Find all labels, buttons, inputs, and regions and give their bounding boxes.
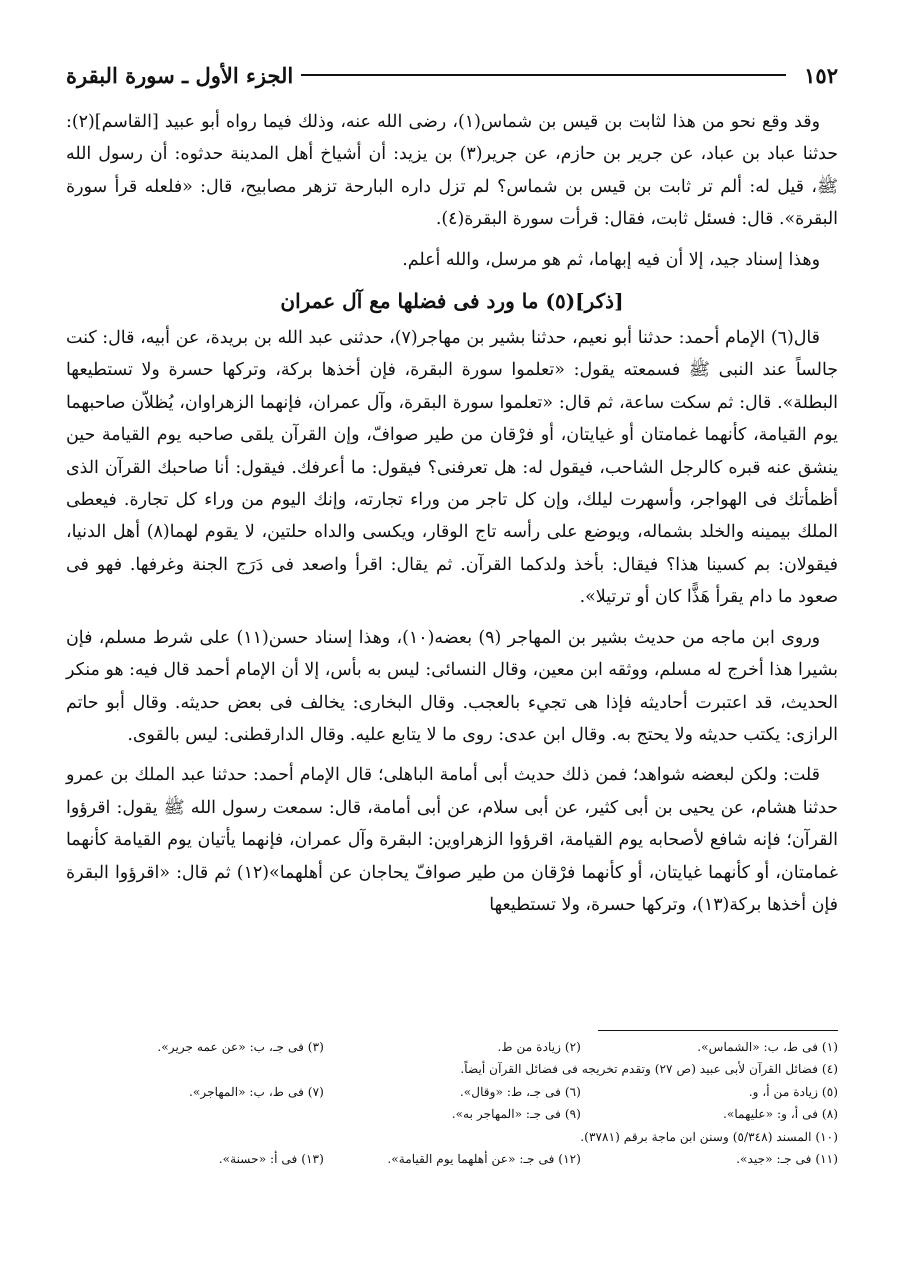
footnote-row [66, 1081, 838, 1103]
running-title: الجزء الأول ـ سورة البقرة [66, 62, 294, 88]
section-heading: [ذكر](٥) ما ورد فى فضلها مع آل عمران [280, 289, 624, 314]
main-text [66, 106, 838, 921]
footnote-4: (٤) فضائل القرآن لأبى عبيد (ص ٢٧) وتقدم تخريجه فى فضائل القرآن أيضاً. [460, 1062, 838, 1077]
footnote-9: (٩) فى جـ: «المهاجر به». [451, 1107, 581, 1122]
paragraph-5: قلت: ولكن لبعضه شواهد؛ فمن ذلك حديث أبى أمامة الباهلى؛ قال الإمام أحمد: حدثنا عبد الملك بن عمرو حدثنا هشام، عن يحيى بن أبى كثير، عن أبى سلام، عن أبى أمامة، قال: سمعت رسول الله ﷺ يقول: اقرؤوا القرآن؛ فإنه شافع لأصحابه يوم القيامة، اقرؤوا الزهراوين: البقرة وآل عمران، فإنهما يأتيان يوم القيامة كأنهما غمامتان، أو كأنهما غيايتان، أو كأنهما فرْقان من طير صوافّ يحاجان عن أهلهما»(١٢) ثم قال: «اقرؤوا البقرة فإن أخذها بركة(١٣)، وتركها حسرة، ولا تستطيعها [66, 765, 839, 915]
header-rule [301, 74, 786, 76]
paragraph-4: وروى ابن ماجه من حديث بشير بن المهاجر (٩) بعضه(١٠)، وهذا إسناد حسن(١١) على شرط مسلم، فإن بشيرا هذا أخرج له مسلم، ووثقه ابن معين، وقال النسائى: ليس به بأس، إلا أن الإمام أحمد قال فيه: هو منكر الحديث، قد اعتبرت أحاديثه فإذا هى تجيء بالعجب. وقال البخارى: يخالف فى بعض حديثه. وقال أبو حاتم الرازى: يكتب حديثه ولا يحتج به. وقال ابن عدى: روى ما لا يتابع عليه. وقال الدارقطنى: ليس بالقوى. [66, 627, 838, 745]
footnote-3: (٣) فى جـ، ب: «عن عمه جرير». [157, 1040, 324, 1054]
footnote-row [66, 1126, 838, 1148]
footnote-row [66, 1148, 838, 1170]
footnote-13: (١٣) فى أ: «حسنة». [218, 1152, 324, 1167]
footnotes [66, 1036, 838, 1170]
footnote-7: (٧) فى ط، ب: «المهاجر». [189, 1084, 324, 1099]
footnote-row [66, 1036, 838, 1058]
page-number: ١٥٢ [804, 62, 838, 88]
footnote-8: (٨) فى أ، و: «عليهما». [722, 1107, 838, 1122]
paragraph-1: وقد وقع نحو من هذا لثابت بن قيس بن شماس(١)، رضى الله عنه، وذلك فيما رواه أبو عبيد [القاسم](٢): حدثنا عباد بن عباد، عن جرير بن حازم، عن جرير(٣) بن يزيد: أن أشياخ أهل المدينة حدثوه: أن رسول الله ﷺ، قيل له: ألم تر ثابت بن قيس بن شماس؟ لم تزل داره البارحة تزهر مصابيح، قال: «فلعله قرأ سورة البقرة». قال: فسئل ثابت، فقال: قرأت سورة البقرة(٤). [66, 112, 838, 230]
footnote-row [66, 1058, 838, 1080]
footnote-11: (١١) فى جـ: «جيد». [736, 1152, 838, 1167]
running-header [66, 58, 838, 92]
paragraph-3: قال(٦) الإمام أحمد: حدثنا أبو نعيم، حدثنا بشير بن مهاجر(٧)، حدثنى عبد الله بن بريدة، عن أبيه، قال: كنت جالساً عند النبى ﷺ فسمعته يقول: «تعلموا سورة البقرة، فإن أخذها بركة، وتركها حسرة ولا تستطيعها البطلة». قال: ثم سكت ساعة، ثم قال: «تعلموا سورة البقرة، وآل عمران، فإنهما الزهراوان، يُظلاّن صاحبهما يوم القيامة، كأنهما غمامتان أو غيايتان، أو فرْقان من طير صوافّ، وإن القرآن يلقى صاحبه يوم القيامة حين ينشق عنه قبره كالرجل الشاحب، فيقول له: هل تعرفنى؟ فيقول: ما أعرفك. فيقول: أنا صاحبك القرآن الذى أظمأتك فى الهواجر، وأسهرت ليلك، وإن كل تاجر من وراء تجارته، وإنك اليوم من وراء كل تجارة. فيعطى الملك بيمينه والخلد بشماله، ويوضع على رأسه تاج الوقار، ويكسى والداه حلتين، لا يقوم لهما(٨) أهل الدنيا، فيقولان: بم كسينا هذا؟ فيقال: بأخذ ولدكما القرآن. ثم يقال: اقرأ واصعد فى دَرَج الجنة وغرفها. فهو فى صعود ما دام يقرأ هَذًّا كان أو ترتيلا». [66, 328, 838, 608]
footnote-10: (١٠) المسند (٥/٣٤٨) وسنن ابن ماجة برقم (٣٧٨١). [580, 1129, 838, 1144]
footnote-12: (١٢) فى جـ: «عن أهلهما يوم القيامة». [387, 1152, 581, 1167]
book-page [66, 58, 838, 1218]
footnote-6: (٦) فى جـ، ط: «وقال». [459, 1084, 581, 1099]
footnote-2: (٢) زيادة من ط. [497, 1040, 581, 1054]
footnote-1: (١) فى ط، ب: «الشماس». [697, 1040, 838, 1054]
footnote-rule [598, 1030, 838, 1031]
paragraph-2: وهذا إسناد جيد، إلا أن فيه إبهاما، ثم هو مرسل، والله أعلم. [402, 249, 820, 270]
footnote-5: (٥) زيادة من أ، و. [748, 1084, 838, 1099]
footnote-row [66, 1103, 838, 1125]
